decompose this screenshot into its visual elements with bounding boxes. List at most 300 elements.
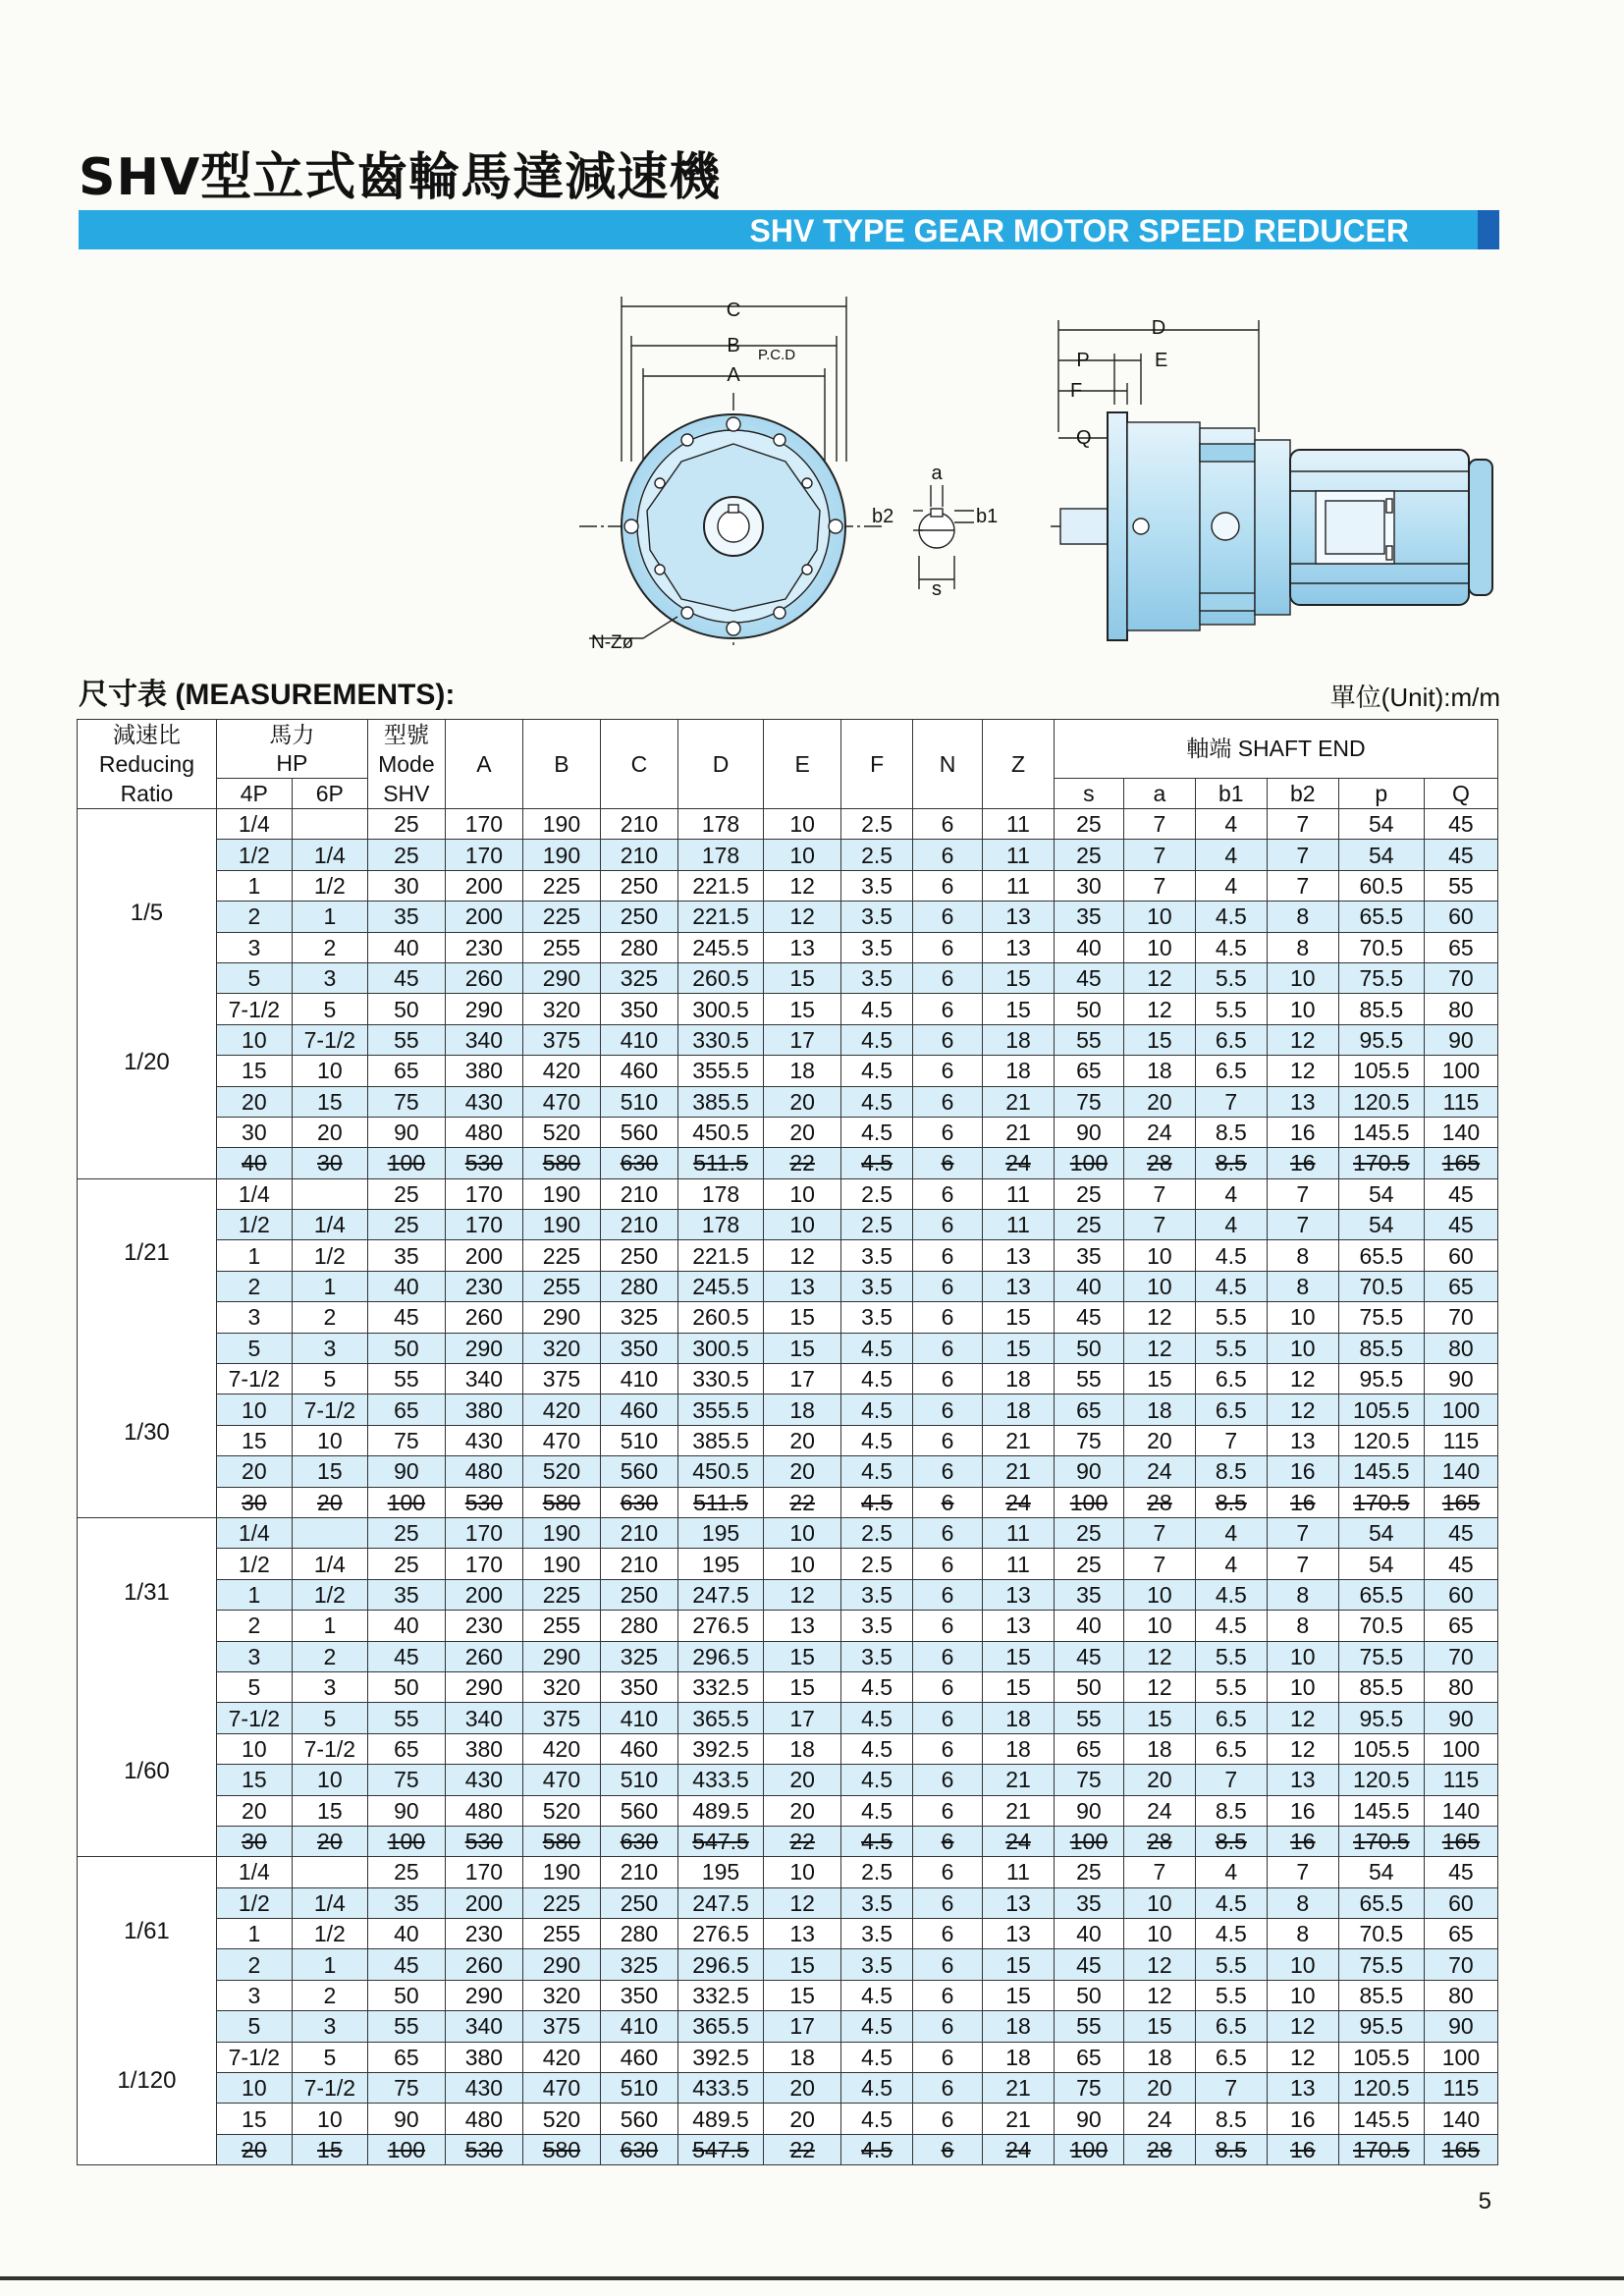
table-cell: 375: [522, 1024, 600, 1055]
table-cell: 380: [445, 1733, 522, 1764]
table-cell: 260: [445, 962, 522, 993]
table-cell: 65: [1054, 2042, 1123, 2072]
table-cell: 35: [1054, 1887, 1123, 1918]
table-cell: 480: [445, 2104, 522, 2134]
table-cell: 40: [1054, 932, 1123, 962]
table-cell: 280: [600, 1271, 677, 1301]
header-mode-shv: SHV: [383, 781, 430, 806]
table-cell: 50: [367, 1671, 445, 1702]
table-cell: 10: [292, 1765, 367, 1795]
header-shaft-a: a: [1123, 779, 1195, 809]
table-cell: 6: [913, 1579, 983, 1610]
table-cell: 55: [1054, 2011, 1123, 2042]
table-cell: 12: [1123, 1671, 1195, 1702]
table-cell: 460: [600, 1733, 677, 1764]
table-cell: 1: [292, 902, 367, 932]
table-cell: 2: [292, 1641, 367, 1671]
dim-label-nz: N-Zø: [591, 632, 634, 653]
table-cell: 10: [1123, 932, 1195, 962]
table-cell: 325: [600, 1302, 677, 1333]
header-shaft-end: 軸端 SHAFT END: [1054, 720, 1497, 779]
table-cell: 4.5: [841, 1425, 913, 1455]
header-b1: b1: [1195, 779, 1267, 809]
table-cell: 10: [1123, 902, 1195, 932]
table-cell: 4.5: [841, 1117, 913, 1147]
table-cell: 355.5: [677, 1056, 763, 1086]
table-cell: 165: [1424, 1148, 1497, 1178]
table-cell: 13: [1267, 1086, 1338, 1117]
table-cell: 15: [983, 1641, 1055, 1671]
header-mode: [367, 720, 445, 809]
table-cell: 45: [1424, 1549, 1497, 1579]
header-q: Q: [1424, 779, 1497, 809]
dim-label-b2: b2: [872, 506, 894, 527]
table-cell: 30: [1054, 870, 1123, 901]
table-cell: 7: [1123, 870, 1195, 901]
table-cell: 340: [445, 1364, 522, 1394]
table-cell: [292, 1178, 367, 1209]
table-cell: 4.5: [1195, 1240, 1267, 1271]
table-cell: 380: [445, 2042, 522, 2072]
table-cell: 18: [1123, 1056, 1195, 1086]
table-cell: 4.5: [841, 2134, 913, 2164]
table-cell: 375: [522, 1364, 600, 1394]
table-cell: 10: [764, 1178, 841, 1209]
table-cell: 6: [913, 1333, 983, 1363]
table-cell: 15: [764, 994, 841, 1024]
table-cell: 54: [1338, 1549, 1424, 1579]
table-cell: 20: [764, 1086, 841, 1117]
table-cell: 50: [367, 994, 445, 1024]
table-row: [78, 1487, 1498, 1517]
header-hp: [216, 720, 367, 779]
header-ratio-en: Reducing: [98, 751, 195, 777]
table-cell: 4: [1195, 1210, 1267, 1240]
table-cell: 18: [764, 2042, 841, 2072]
table-cell: 15: [216, 1765, 292, 1795]
table-cell: 35: [367, 1579, 445, 1610]
table-cell: 95.5: [1338, 2011, 1424, 2042]
table-cell: 4.5: [841, 2042, 913, 2072]
table-row: [78, 1024, 1498, 1055]
table-row: [78, 1980, 1498, 2010]
table-cell: 54: [1338, 1857, 1424, 1887]
table-cell: 3: [216, 1641, 292, 1671]
dim-label-e: E: [1155, 350, 1168, 371]
table-cell: 6: [913, 1919, 983, 1949]
table-cell: 12: [1123, 994, 1195, 1024]
table-cell: 50: [1054, 1671, 1123, 1702]
table-cell: 510: [600, 1765, 677, 1795]
table-cell: 12: [1123, 1949, 1195, 1980]
table-cell: 7: [1123, 1517, 1195, 1548]
table-cell: 13: [983, 932, 1055, 962]
table-row: [78, 1671, 1498, 1702]
table-cell: 13: [983, 1611, 1055, 1641]
table-cell: 65.5: [1338, 902, 1424, 932]
table-row: [78, 962, 1498, 993]
table-cell: 170: [445, 840, 522, 870]
table-cell: 50: [1054, 1980, 1123, 2010]
table-cell: 8: [1267, 1271, 1338, 1301]
table-cell: 10: [1267, 1333, 1338, 1363]
dim-label-shaft-a: a: [931, 463, 943, 484]
table-cell: 8: [1267, 1611, 1338, 1641]
table-cell: 6: [913, 1795, 983, 1826]
table-cell: 1: [292, 1611, 367, 1641]
table-cell: 8.5: [1195, 1117, 1267, 1147]
table-cell: 45: [1424, 809, 1497, 840]
table-row: [78, 1733, 1498, 1764]
table-cell: 40: [367, 1611, 445, 1641]
table-cell: 20: [216, 1456, 292, 1487]
table-cell: 15: [983, 1949, 1055, 1980]
table-cell: 95.5: [1338, 1024, 1424, 1055]
table-cell: 45: [367, 1641, 445, 1671]
table-cell: 7: [1267, 809, 1338, 840]
table-cell: 1/4: [216, 1517, 292, 1548]
table-row: [78, 2073, 1498, 2104]
table-cell: 115: [1424, 2073, 1497, 2104]
table-cell: 1/4: [216, 1178, 292, 1209]
table-cell: 460: [600, 2042, 677, 2072]
table-cell: 3.5: [841, 1949, 913, 1980]
table-cell: 75.5: [1338, 1302, 1424, 1333]
ratio-label: 1/21: [124, 1239, 170, 1267]
table-cell: 410: [600, 1024, 677, 1055]
table-cell: 200: [445, 1887, 522, 1918]
table-cell: 75: [1054, 2073, 1123, 2104]
table-cell: 255: [522, 1919, 600, 1949]
table-cell: 140: [1424, 2104, 1497, 2134]
table-cell: 6: [913, 1671, 983, 1702]
table-cell: 580: [522, 1487, 600, 1517]
table-cell: 630: [600, 2134, 677, 2164]
table-cell: 15: [983, 1333, 1055, 1363]
table-cell: 325: [600, 1641, 677, 1671]
table-row: [78, 994, 1498, 1024]
table-cell: 225: [522, 902, 600, 932]
table-cell: 5: [292, 1703, 367, 1733]
table-cell: 90: [1054, 1117, 1123, 1147]
table-row: [78, 1549, 1498, 1579]
table-cell: 7: [1123, 1178, 1195, 1209]
table-cell: 90: [1424, 1703, 1497, 1733]
table-cell: 13: [764, 1919, 841, 1949]
table-cell: 6.5: [1195, 1024, 1267, 1055]
table-cell: 296.5: [677, 1949, 763, 1980]
table-cell: 15: [983, 1302, 1055, 1333]
table-cell: 225: [522, 870, 600, 901]
table-cell: 410: [600, 1364, 677, 1394]
table-cell: 3.5: [841, 1919, 913, 1949]
table-cell: 2: [216, 902, 292, 932]
table-cell: 6.5: [1195, 1703, 1267, 1733]
table-cell: 210: [600, 809, 677, 840]
page-title: SHV型立式齒輪馬達減速機: [79, 148, 722, 207]
table-cell: 115: [1424, 1765, 1497, 1795]
table-cell: 5: [292, 2042, 367, 2072]
table-cell: 276.5: [677, 1611, 763, 1641]
table-cell: 55: [367, 1024, 445, 1055]
table-row: [78, 1271, 1498, 1301]
table-cell: 280: [600, 1611, 677, 1641]
table-cell: 410: [600, 1703, 677, 1733]
table-cell: 10: [764, 1210, 841, 1240]
table-cell: 4.5: [841, 994, 913, 1024]
table-cell: 16: [1267, 1117, 1338, 1147]
table-cell: 8.5: [1195, 1795, 1267, 1826]
dimension-diagram: [0, 285, 1624, 663]
table-cell: 11: [983, 1210, 1055, 1240]
table-cell: 3.5: [841, 870, 913, 901]
table-cell: 3.5: [841, 1611, 913, 1641]
table-cell: 85.5: [1338, 994, 1424, 1024]
table-cell: 50: [1054, 1333, 1123, 1363]
table-cell: 12: [1267, 1733, 1338, 1764]
table-cell: 15: [292, 1456, 367, 1487]
table-cell: 450.5: [677, 1117, 763, 1147]
table-cell: 40: [1054, 1611, 1123, 1641]
table-cell: 5: [292, 1364, 367, 1394]
table-cell: 45: [1424, 840, 1497, 870]
header-n: N: [913, 720, 983, 809]
table-cell: 470: [522, 1086, 600, 1117]
table-cell: 8: [1267, 902, 1338, 932]
table-cell: 45: [1054, 1302, 1123, 1333]
table-cell: 65: [1054, 1394, 1123, 1425]
dim-label-c: C: [726, 300, 741, 321]
table-cell: 90: [1424, 2011, 1497, 2042]
table-cell: 21: [983, 1086, 1055, 1117]
ratio-group-cell: [78, 1178, 217, 1517]
table-cell: 530: [445, 1148, 522, 1178]
table-cell: 6: [913, 1733, 983, 1764]
dim-label-b: B: [727, 335, 740, 356]
table-cell: 12: [1123, 1302, 1195, 1333]
table-cell: 5: [292, 994, 367, 1024]
header-b: B: [522, 720, 600, 809]
table-cell: 430: [445, 1425, 522, 1455]
table-cell: 6: [913, 1611, 983, 1641]
table-cell: 4: [1195, 1857, 1267, 1887]
table-cell: 510: [600, 1425, 677, 1455]
table-cell: 11: [983, 1178, 1055, 1209]
table-cell: 6: [913, 1857, 983, 1887]
table-cell: 70: [1424, 1641, 1497, 1671]
table-cell: 12: [764, 902, 841, 932]
table-cell: 95.5: [1338, 1364, 1424, 1394]
table-row: [78, 2104, 1498, 2134]
table-cell: 12: [1123, 1641, 1195, 1671]
table-cell: 7-1/2: [216, 994, 292, 1024]
table-row: [78, 1364, 1498, 1394]
table-cell: 10: [764, 840, 841, 870]
table-cell: 65: [367, 1394, 445, 1425]
table-cell: 45: [367, 962, 445, 993]
unit-label: 單位(Unit):m/m: [1329, 683, 1500, 712]
table-cell: 6.5: [1195, 2042, 1267, 2072]
table-cell: 145.5: [1338, 1795, 1424, 1826]
table-cell: 340: [445, 1024, 522, 1055]
table-cell: 547.5: [677, 2134, 763, 2164]
table-cell: 170: [445, 1517, 522, 1548]
table-cell: 165: [1424, 1826, 1497, 1856]
table-cell: 20: [764, 1795, 841, 1826]
table-cell: 430: [445, 1765, 522, 1795]
measurements-title: 尺寸表 (MEASUREMENTS):: [79, 679, 456, 711]
table-cell: 3.5: [841, 1302, 913, 1333]
table-cell: 7: [1123, 1857, 1195, 1887]
table-cell: 1/2: [216, 1549, 292, 1579]
table-cell: 12: [1267, 2011, 1338, 2042]
table-cell: 25: [367, 1210, 445, 1240]
table-cell: 85.5: [1338, 1671, 1424, 1702]
header-c: C: [600, 720, 677, 809]
table-cell: 350: [600, 1333, 677, 1363]
table-cell: 20: [1123, 1425, 1195, 1455]
table-cell: 20: [292, 1117, 367, 1147]
table-cell: 20: [216, 2134, 292, 2164]
table-cell: 3: [292, 1671, 367, 1702]
table-cell: 15: [983, 994, 1055, 1024]
table-cell: 200: [445, 1240, 522, 1271]
table-cell: 7-1/2: [216, 2042, 292, 2072]
table-cell: [292, 1857, 367, 1887]
table-cell: 20: [764, 2104, 841, 2134]
table-cell: 80: [1424, 994, 1497, 1024]
table-cell: 22: [764, 1148, 841, 1178]
table-row: [78, 809, 1498, 840]
table-cell: 6: [913, 1703, 983, 1733]
table-cell: 40: [367, 1271, 445, 1301]
table-cell: 6: [913, 1056, 983, 1086]
table-cell: 30: [216, 1117, 292, 1147]
table-cell: 45: [1424, 1857, 1497, 1887]
table-cell: 13: [983, 1919, 1055, 1949]
table-cell: 165: [1424, 2134, 1497, 2164]
table-cell: 7: [1267, 1549, 1338, 1579]
table-row: [78, 2042, 1498, 2072]
table-cell: 12: [1123, 1980, 1195, 2010]
table-cell: 250: [600, 1579, 677, 1610]
table-cell: 65: [1424, 1919, 1497, 1949]
table-cell: 210: [600, 840, 677, 870]
table-cell: 6: [913, 1086, 983, 1117]
table-cell: 260.5: [677, 1302, 763, 1333]
table-cell: 200: [445, 1579, 522, 1610]
table-cell: 55: [367, 1703, 445, 1733]
ratio-label: 1/31: [124, 1578, 170, 1606]
table-cell: 20: [764, 1765, 841, 1795]
table-cell: 35: [367, 902, 445, 932]
table-cell: 25: [1054, 840, 1123, 870]
table-cell: 385.5: [677, 1086, 763, 1117]
table-cell: 260: [445, 1302, 522, 1333]
table-cell: 15: [764, 1949, 841, 1980]
table-cell: 1: [292, 1271, 367, 1301]
table-cell: 10: [216, 2073, 292, 2104]
table-cell: 45: [367, 1302, 445, 1333]
table-cell: 90: [1424, 1024, 1497, 1055]
header-b2: b2: [1267, 779, 1338, 809]
table-cell: 22: [764, 2134, 841, 2164]
table-cell: 1: [216, 1579, 292, 1610]
table-cell: 178: [677, 1178, 763, 1209]
table-cell: 2: [216, 1611, 292, 1641]
table-cell: 247.5: [677, 1579, 763, 1610]
table-cell: 16: [1267, 1487, 1338, 1517]
table-cell: 630: [600, 1148, 677, 1178]
table-cell: 6: [913, 1148, 983, 1178]
table-cell: 95.5: [1338, 1703, 1424, 1733]
table-cell: 2.5: [841, 809, 913, 840]
table-cell: 12: [1123, 962, 1195, 993]
table-cell: 10: [1267, 994, 1338, 1024]
table-cell: 230: [445, 932, 522, 962]
table-cell: 105.5: [1338, 1056, 1424, 1086]
table-cell: 55: [1054, 1364, 1123, 1394]
table-cell: 6: [913, 1178, 983, 1209]
table-cell: 75: [367, 2073, 445, 2104]
table-cell: 25: [367, 1517, 445, 1548]
table-cell: 28: [1123, 2134, 1195, 2164]
table-cell: 178: [677, 809, 763, 840]
table-row: [78, 1456, 1498, 1487]
table-cell: 245.5: [677, 1271, 763, 1301]
table-cell: 195: [677, 1857, 763, 1887]
table-cell: 75.5: [1338, 962, 1424, 993]
table-cell: 3: [292, 1333, 367, 1363]
table-cell: 375: [522, 2011, 600, 2042]
banner-title-en: SHV TYPE GEAR MOTOR SPEED REDUCER: [749, 213, 1409, 248]
table-cell: 290: [445, 994, 522, 1024]
table-cell: 100: [1424, 2042, 1497, 2072]
table-cell: 1: [216, 870, 292, 901]
table-cell: 75: [1054, 1086, 1123, 1117]
table-cell: 21: [983, 2073, 1055, 2104]
table-cell: 5.5: [1195, 994, 1267, 1024]
table-cell: 580: [522, 1826, 600, 1856]
table-cell: 230: [445, 1271, 522, 1301]
table-row: [78, 1795, 1498, 1826]
table-row: [78, 870, 1498, 901]
table-row: [78, 1887, 1498, 1918]
table-cell: 1/4: [292, 1887, 367, 1918]
table-cell: 6.5: [1195, 1364, 1267, 1394]
table-cell: 6.5: [1195, 1056, 1267, 1086]
table-row: [78, 1765, 1498, 1795]
table-cell: 24: [1123, 1456, 1195, 1487]
table-cell: 290: [522, 1641, 600, 1671]
table-row: [78, 1949, 1498, 1980]
table-cell: 12: [1267, 1024, 1338, 1055]
table-cell: 35: [1054, 1240, 1123, 1271]
table-cell: 6: [913, 1240, 983, 1271]
table-cell: 547.5: [677, 1826, 763, 1856]
table-cell: 510: [600, 2073, 677, 2104]
table-cell: 60: [1424, 1579, 1497, 1610]
measurements-table: [77, 719, 1498, 2165]
table-cell: 4.5: [1195, 1271, 1267, 1301]
table-row: [78, 1425, 1498, 1455]
table-cell: 18: [764, 1056, 841, 1086]
table-cell: 15: [292, 1086, 367, 1117]
table-cell: 5: [216, 2011, 292, 2042]
table-cell: 12: [1267, 2042, 1338, 2072]
table-cell: 6: [913, 1394, 983, 1425]
table-cell: 8: [1267, 1240, 1338, 1271]
